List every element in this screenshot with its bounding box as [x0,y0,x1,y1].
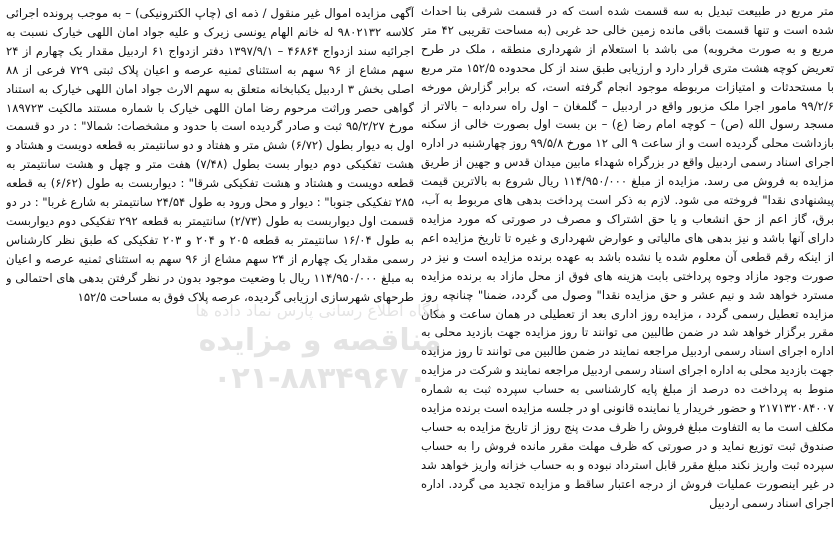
notice-left-text: آگهی مزایده اموال غیر منقول / ذمه ای (چاپ الکترونیکی) – به موجب پرونده اجرائی کلاسه ۹۸۰۲۱۳۲ له خانم الهام یونسی زیرک و علیه جواد امان اللهی خیارک نسبت به اجرائیه سند ازدواج ۴۶۸۶۴ – ۱۳۹۷/۹/۱ دفتر ازدواج ۶۱ اردبیل مقدار یک چهارم از ۲۴ سهم مشاع از ۹۶ سهم به استثنای ثمنیه عرصه و اعیان پلاک ثبتی ۷۲۹ فرعی از ۸۸ اصلی بخش ۳ اردبیل یکبابخانه متعلق به سهم الارث جواد امان اللهی خیارک به استناد گواهی حصر وراثت مرحوم رضا امان اللهی خیارک با شماره مستند مالکیت ۱۸۹۷۲۳ مورخ ۹۵/۲/۲۷ ثبت و صادر گردیده است با حدود و مشخصات: شمالا" : در دو قسمت اول به دیوار بطول (۶/۷۲) شش متر و هفتاد و دو سانتیمتر به قطعه دویست و هشتاد و هشت تفکیکی دوم دیوار بست بطول (۷/۴۸) هفت متر و چهل و هشت سانتیمتر به قطعه دویست و هشتاد و هشت تفکیکی شرقا" : دیواربست به طول (۶/۶۲) به قطعه ۲۸۵ تفکیکی جنوبا" : دیوار و محل ورود به طول ۲۴/۵۴ سانتیمتر به شارع غربا" : در دو قسمت اول دیواربست به طول (۲/۷۳) سانتیمتر به قطعه ۲۹۲ تفکیکی دوم دیواربست به طول ۱۶/۰۴ سانتیمتر به قطعه ۲۰۵ و ۲۰۴ و ۲۰۳ تفکیکی که طبق نظر کارشناس رسمی مقدار یک چهارم از ۲۴ سهم مشاع از ۹۶ سهم به استثنای ثمنیه عرصه و اعیان به مبلغ ۱۱۴/۹۵۰/۰۰۰ ریال با وضعیت موجود بدون در نظر گرفتن بدهی های احتمالی و طرحهای شهرسازی ارزیابی گردیده، عرصه پلاک فوق به مساحت ۱۵۲/۵ [6,6,414,304]
watermark-site-line: پایگاه اطلاع رسانی پارس نماد داده ها [195,301,445,320]
notice-left-column [6,4,414,304]
watermark-title-line: مناقصه و مزایده [198,323,442,358]
notice-right-text: متر مربع در طبیعت تبدیل به سه قسمت شده است که در قسمت شرقی بنا احداث شده است و تنها قسمت باقی مانده زمین خالی حد غربی (به مساحت تقریبی ۴۲ متر مربع و به صورت مخروبه) می باشد با استعلام از شهرداری منطقه ، ملک در طرح تعریض کوچه هشت متری قرار دارد و ارزیابی طبق سند از کل محدوده ۱۵۲/۵ متر مربع با مستحدثات و امتیازات مربوطه موجود انجام گرفته است، که برابر گزارش مورخه ۹۹/۲/۶ مامور اجرا ملک مزبور واقع در اردبیل – گلمغان – اول راه سردابه – بالاتر از مسجد رسول الله (ص) – کوچه امام رضا (ع) – بن بست اول بصورت خالی از سکنه بازداشت محلی گردیده است و از ساعت ۹ الی ۱۲ مورخ ۹۹/۵/۸ روز چهارشنبه در اداره اجرای اسناد رسمی اردبیل واقع در بزرگراه شهداء مابین میدان قدس و جهین از طریق مزایده به فروش می رسد. مزایده از مبلغ ۱۱۴/۹۵۰/۰۰۰ ریال شروع به بالاترین قیمت پیشنهادی نقدا" فروخته می شود. لازم به ذکر است پرداخت بدهی های مربوط به آب، برق، گاز اعم از حق انشعاب و یا حق اشتراک و مصرف در صورتی که مورد مزایده دارای آنها باشد و نیز بدهی های مالیاتی و عوارض شهرداری و غیره تا تاریخ مزایده اعم از اینکه رقم قطعی آن معلوم شده یا نشده باشد به عهده برنده مزایده است و نیز در صورت وجود مازاد وجوه پرداختی بابت هزینه های فوق از محل مازاد به برنده مزایده مسترد خواهد شد و نیم عشر و حق مزایده نقدا" وصول می گردد، ضمنا" چنانچه روز مزایده تعطیل رسمی گردد ، مزایده روز اداری بعد از تعطیلی در همان ساعت و مکان مقرر برگزار خواهد شد در ضمن طالبین می توانند تا روز مزایده جهت بازدید محلی به اداره اجرای اسناد رسمی اردبیل مراجعه نمایند در ضمن طالبین می توانند تا روز مزایده جهت بازدید محلی به اداره اجرای اسناد رسمی اردبیل مراجعه نمایند و شرکت در مزایده منوط به پرداخت ده درصد از مبلغ پایه کارشناسی به حساب سپرده ثبت به شماره ۲۱۷۱۳۲۰۸۴۰۰۷ و حضور خریدار یا نماینده قانونی او در جلسه مزایده است برنده مزایده مکلف است ما به التفاوت مبلغ فروش را ظرف مدت پنج روز از تاریخ مزایده به حساب صندوق ثبت توزیع نماید و در صورتی که ظرف مهلت مقرر مانده فروش را به حساب سپرده ثبت واریز نکند مبلغ مقرر قابل استرداد نبوده و به حساب خزانه واریز خواهد شد در غیر اینصورت عملیات فروش از درجه اعتبار ساقط و مزایده تجدید می گردد. اداره اجرای اسناد رسمی اردبیل [421,4,834,510]
notice-right-column [421,2,834,544]
watermark-phone-line: ۰۲۱-۸۸۳۴۹۶۷۰ [213,361,427,396]
